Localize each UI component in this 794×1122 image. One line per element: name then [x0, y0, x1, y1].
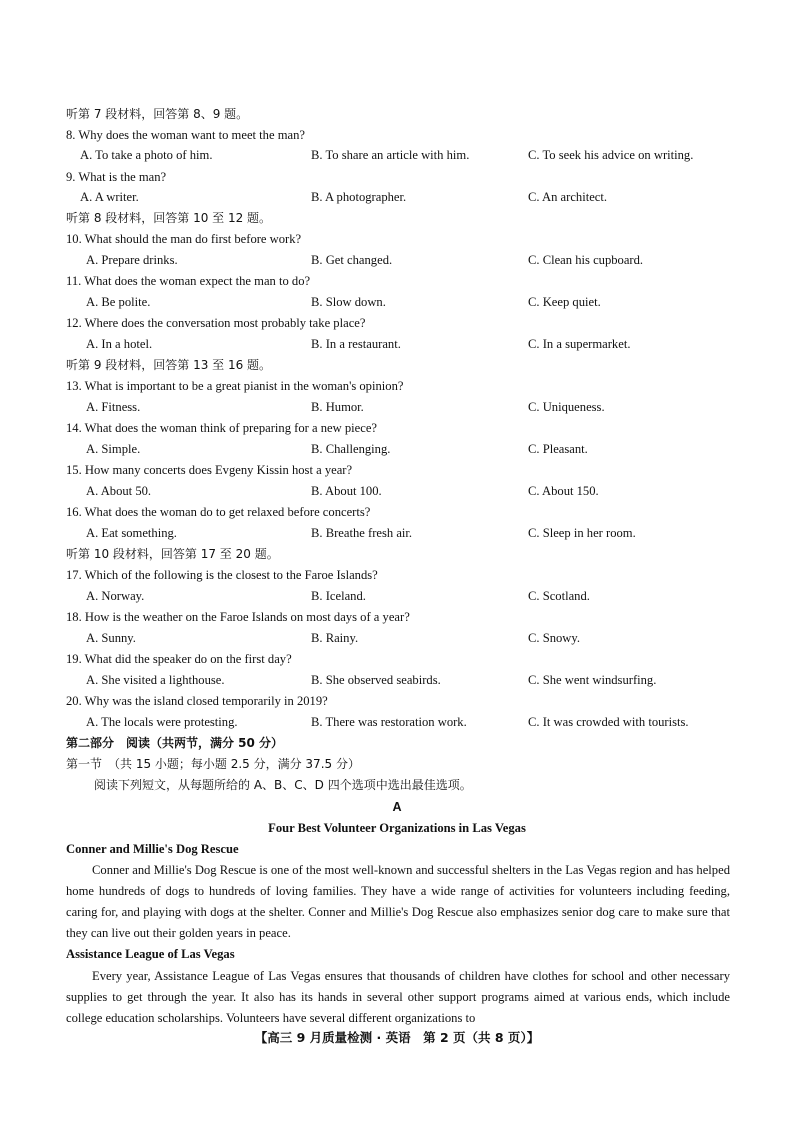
option-13c: C. Uniqueness.	[528, 400, 605, 414]
question-stem-12: 12. Where does the conversation most probably take place?	[66, 316, 366, 330]
option-15c: C. About 150.	[528, 484, 599, 498]
option-17b: B. Iceland.	[311, 589, 366, 603]
question-stem-18: 18. How is the weather on the Faroe Islands on most days of a year?	[66, 610, 410, 624]
option-13b: B. Humor.	[311, 400, 364, 414]
question-stem-14: 14. What does the woman think of preparing for a new piece?	[66, 421, 378, 435]
question-stem-16: 16. What does the woman do to get relaxed before concerts?	[66, 505, 371, 519]
part2-title: 第二部分 阅读（共两节，满分 50 分）	[66, 736, 284, 750]
passage-label: A	[392, 800, 402, 814]
question-stem-13: 13. What is important to be a great pianist in the woman's opinion?	[66, 379, 404, 393]
option-17c: C. Scotland.	[528, 589, 590, 603]
option-8c: C. To seek his advice on writing.	[528, 148, 694, 162]
section-header-q13-16: 听第 9 段材料，回答第 13 至 16 题。	[66, 358, 272, 372]
option-9b: B. A photographer.	[311, 190, 407, 204]
option-11b: B. Slow down.	[311, 295, 386, 309]
part2-section-title: 第一节 （共 15 小题；每小题 2.5 分，满分 37.5 分）	[66, 757, 360, 771]
question-stem-20: 20. Why was the island closed temporarily in 2019?	[66, 694, 328, 708]
option-18c: C. Snowy.	[528, 631, 581, 645]
question-stem-11: 11. What does the woman expect the man to do?	[66, 274, 311, 288]
option-19a: A. She visited a lighthouse.	[86, 673, 225, 687]
option-13a: A. Fitness.	[86, 400, 141, 414]
option-14c: C. Pleasant.	[528, 442, 588, 456]
option-15b: B. About 100.	[311, 484, 382, 498]
option-19c: C. She went windsurfing.	[528, 673, 657, 687]
option-9a: A. A writer.	[80, 190, 139, 204]
org2-body: Every year, Assistance League of Las Vegas ensures that thousands of children have clothes for school and other necessary supplies to get through the year. It also has its hands in several other support programs aimed at various ends, which include college education scholarships. Volunteers have several different organizations to	[66, 969, 730, 1025]
section-header-q10-12: 听第 8 段材料，回答第 10 至 12 题。	[66, 211, 272, 225]
option-19b: B. She observed seabirds.	[311, 673, 441, 687]
question-stem-15: 15. How many concerts does Evgeny Kissin host a year?	[66, 463, 353, 477]
option-8a: A. To take a photo of him.	[80, 148, 213, 162]
option-10c: C. Clean his cupboard.	[528, 253, 644, 267]
option-14b: B. Challenging.	[311, 442, 391, 456]
question-stem-19: 19. What did the speaker do on the first day?	[66, 652, 292, 666]
section-header-q8-9: 听第 7 段材料，回答第 8、9 题。	[66, 107, 249, 121]
option-12b: B. In a restaurant.	[311, 337, 401, 351]
option-12c: C. In a supermarket.	[528, 337, 631, 351]
question-stem-17: 17. Which of the following is the closest to the Faroe Islands?	[66, 568, 378, 582]
org2-heading: Assistance League of Las Vegas	[66, 947, 235, 961]
option-11c: C. Keep quiet.	[528, 295, 601, 309]
option-11a: A. Be polite.	[86, 295, 151, 309]
option-16b: B. Breathe fresh air.	[311, 526, 413, 540]
option-18b: B. Rainy.	[311, 631, 359, 645]
passage-title: Four Best Volunteer Organizations in Las Vegas	[268, 821, 526, 835]
option-12a: A. In a hotel.	[86, 337, 153, 351]
question-stem-10: 10. What should the man do first before work?	[66, 232, 302, 246]
option-20b: B. There was restoration work.	[311, 715, 467, 729]
option-10b: B. Get changed.	[311, 253, 393, 267]
option-8b: B. To share an article with him.	[311, 148, 470, 162]
option-18a: A. Sunny.	[86, 631, 136, 645]
part2-instruction: 阅读下列短文，从每题所给的 A、B、C、D 四个选项中选出最佳选项。	[94, 778, 472, 792]
option-20c: C. It was crowded with tourists.	[528, 715, 689, 729]
option-20a: A. The locals were protesting.	[86, 715, 238, 729]
option-16a: A. Eat something.	[86, 526, 177, 540]
option-10a: A. Prepare drinks.	[86, 253, 178, 267]
option-14a: A. Simple.	[86, 442, 141, 456]
question-stem-9: 9. What is the man?	[66, 170, 167, 184]
page-footer: 【高三 9 月质量检测 · 英语 第 2 页（共 8 页）】	[254, 1030, 540, 1045]
option-16c: C. Sleep in her room.	[528, 526, 636, 540]
org1-heading: Conner and Millie's Dog Rescue	[66, 842, 239, 856]
section-header-q17-20: 听第 10 段材料，回答第 17 至 20 题。	[66, 547, 279, 561]
option-15a: A. About 50.	[86, 484, 152, 498]
org1-body: Conner and Millie's Dog Rescue is one of the most well-known and successful shelters in the Las Vegas region and has helped home hundreds of dogs to hundreds of loving families. They have a wide range of activities for volunteers including feeding, caring for, and playing with dogs at the shelter. Conner and Millie's Dog Rescue also emphasizes senior dog care to make sure that they can live out their golden years in peace.	[66, 863, 730, 940]
option-9c: C. An architect.	[528, 190, 608, 204]
question-stem-8: 8. Why does the woman want to meet the man?	[66, 128, 305, 142]
option-17a: A. Norway.	[86, 589, 145, 603]
